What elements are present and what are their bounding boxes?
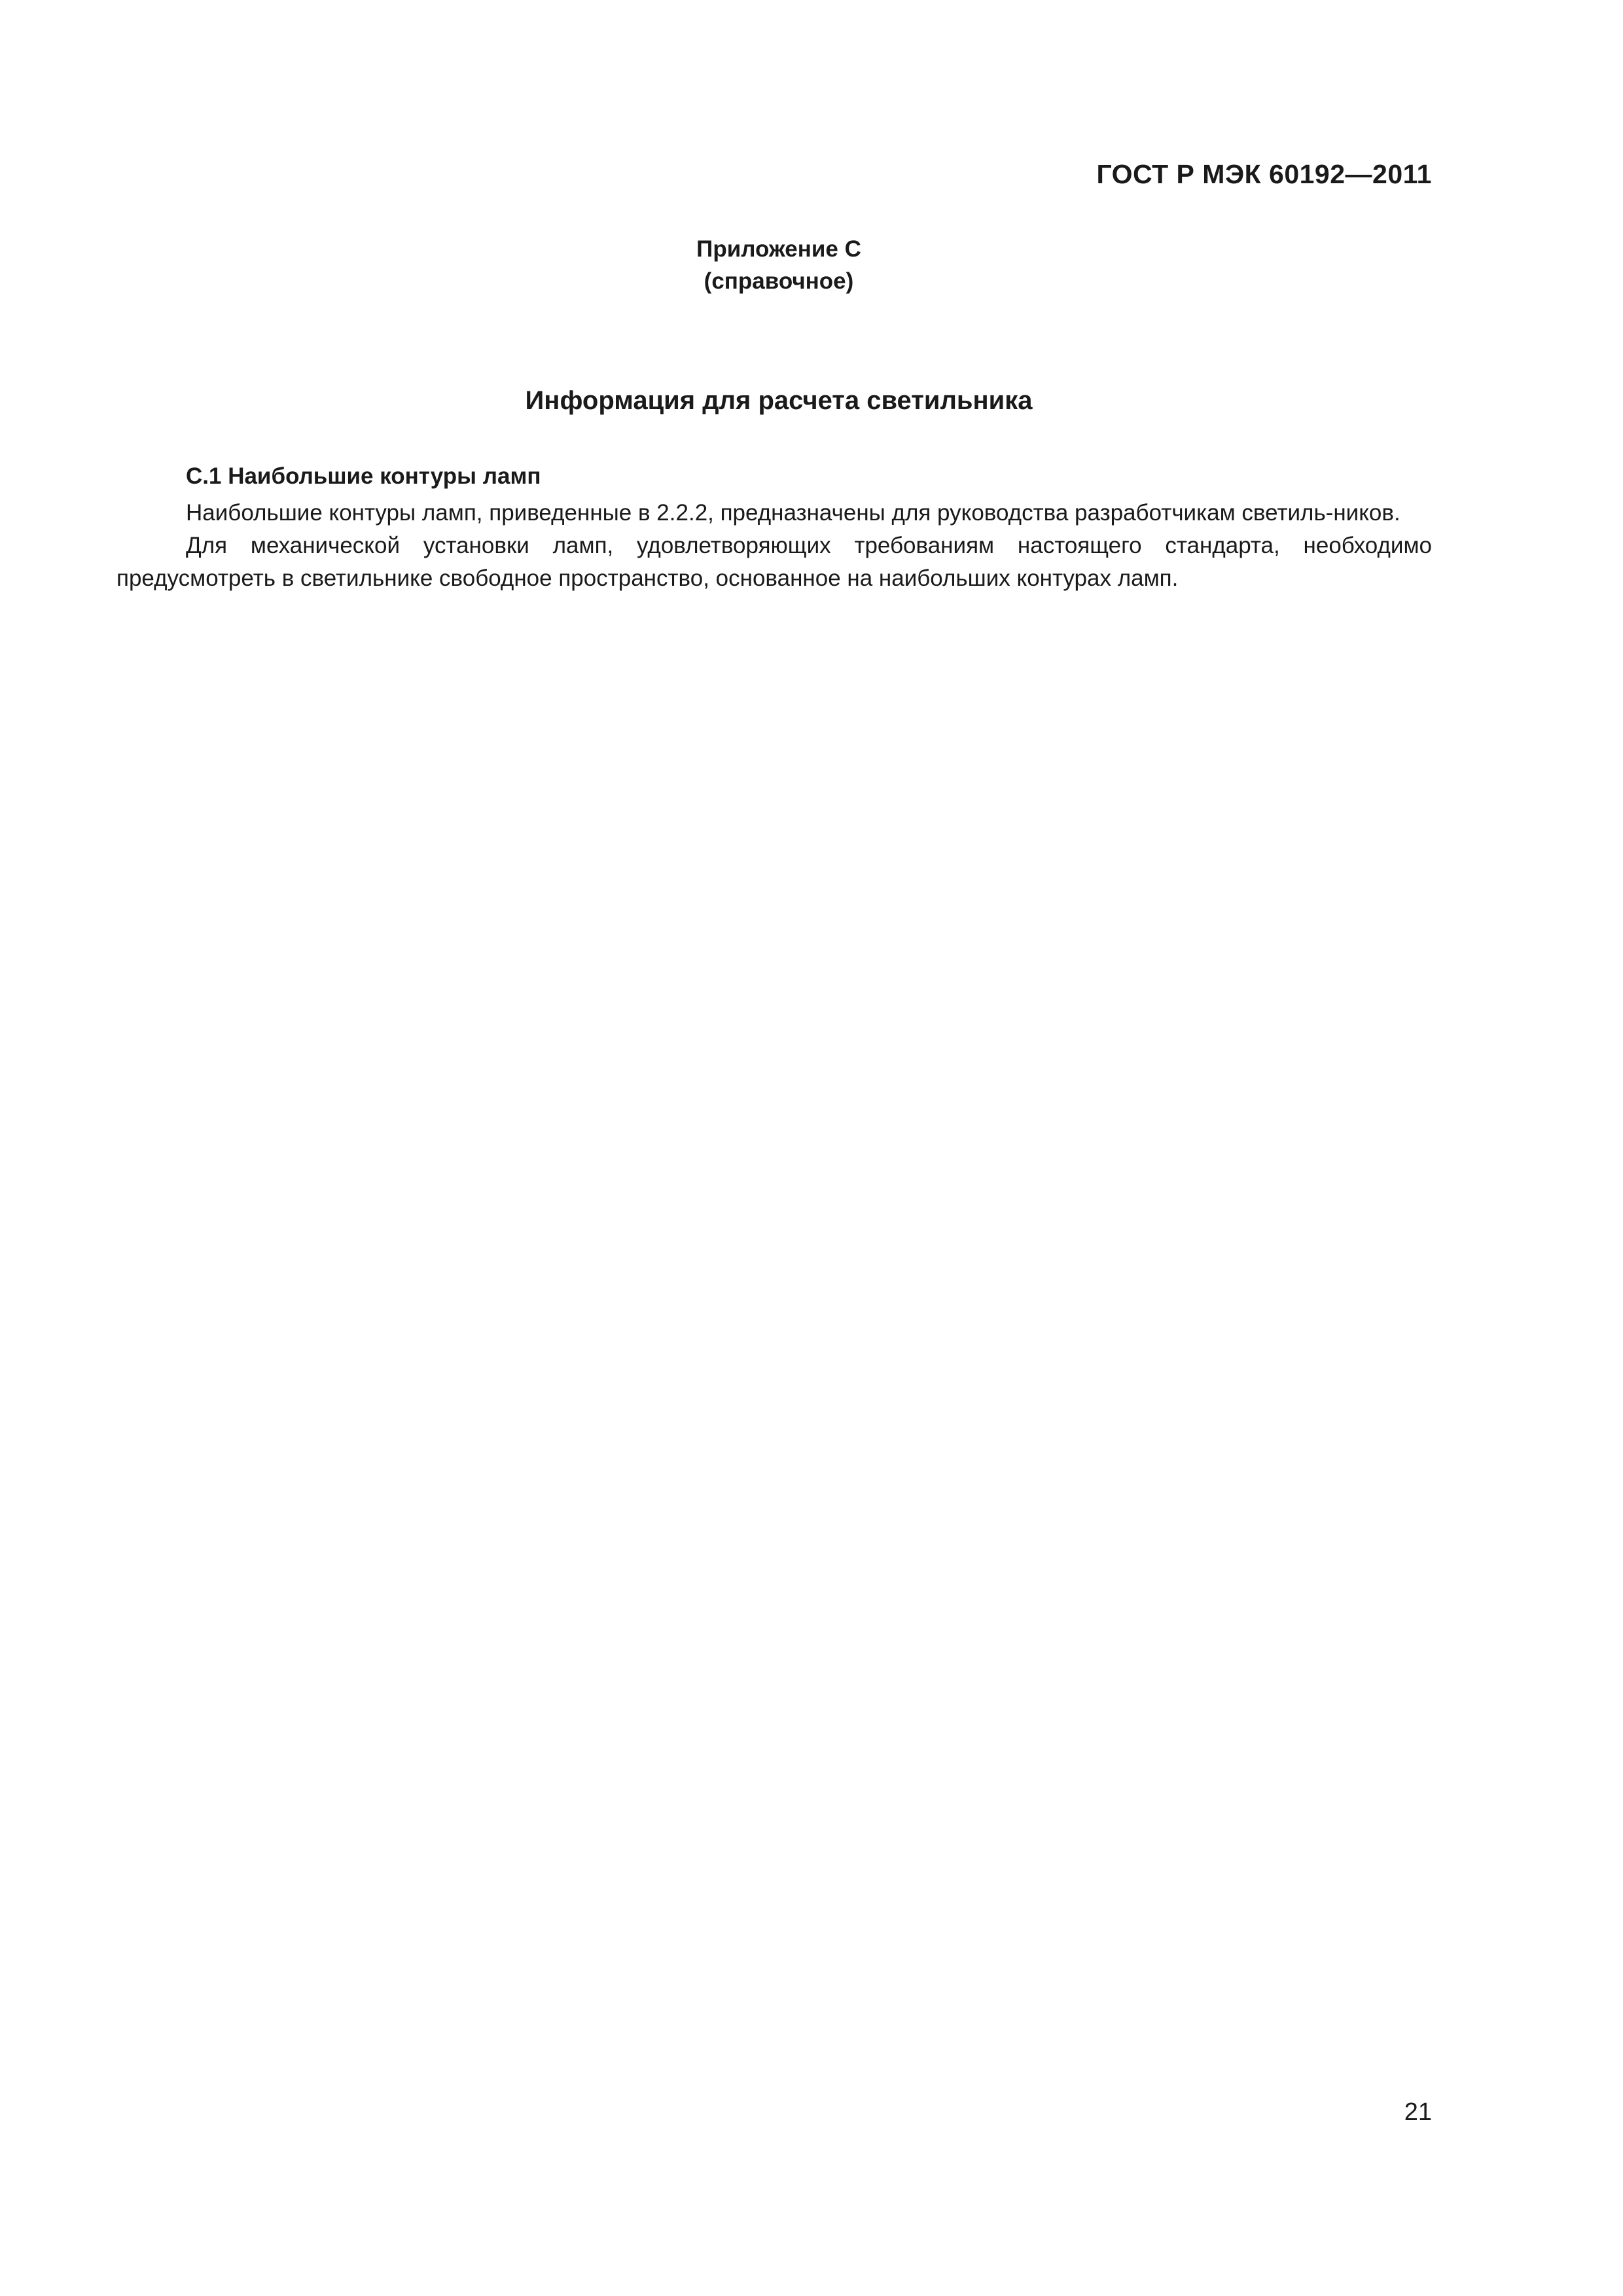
standard-code: ГОСТ Р МЭК 60192—2011 (1096, 159, 1432, 189)
annex-status: (справочное) (704, 268, 854, 294)
section-body (116, 460, 1432, 595)
paragraph: Для механической установки ламп, удовлетворяющих требованиям настоящего стандарта, необходимо предусмотреть в светильнике свободное пространство, основанное на наибольших контурах ламп. (116, 533, 1432, 591)
annex-title: Приложение С (696, 236, 861, 262)
page-number: 21 (1404, 2098, 1432, 2126)
page-title: Информация для расчета светильника (525, 386, 1033, 415)
paragraph: Наибольшие контуры ламп, приведенные в 2.2.2, предназначены для руководства разработчикам светиль-ников. (186, 500, 1400, 526)
annex-heading (0, 233, 1558, 297)
section-heading: С.1 Наибольшие контуры ламп (186, 463, 541, 489)
